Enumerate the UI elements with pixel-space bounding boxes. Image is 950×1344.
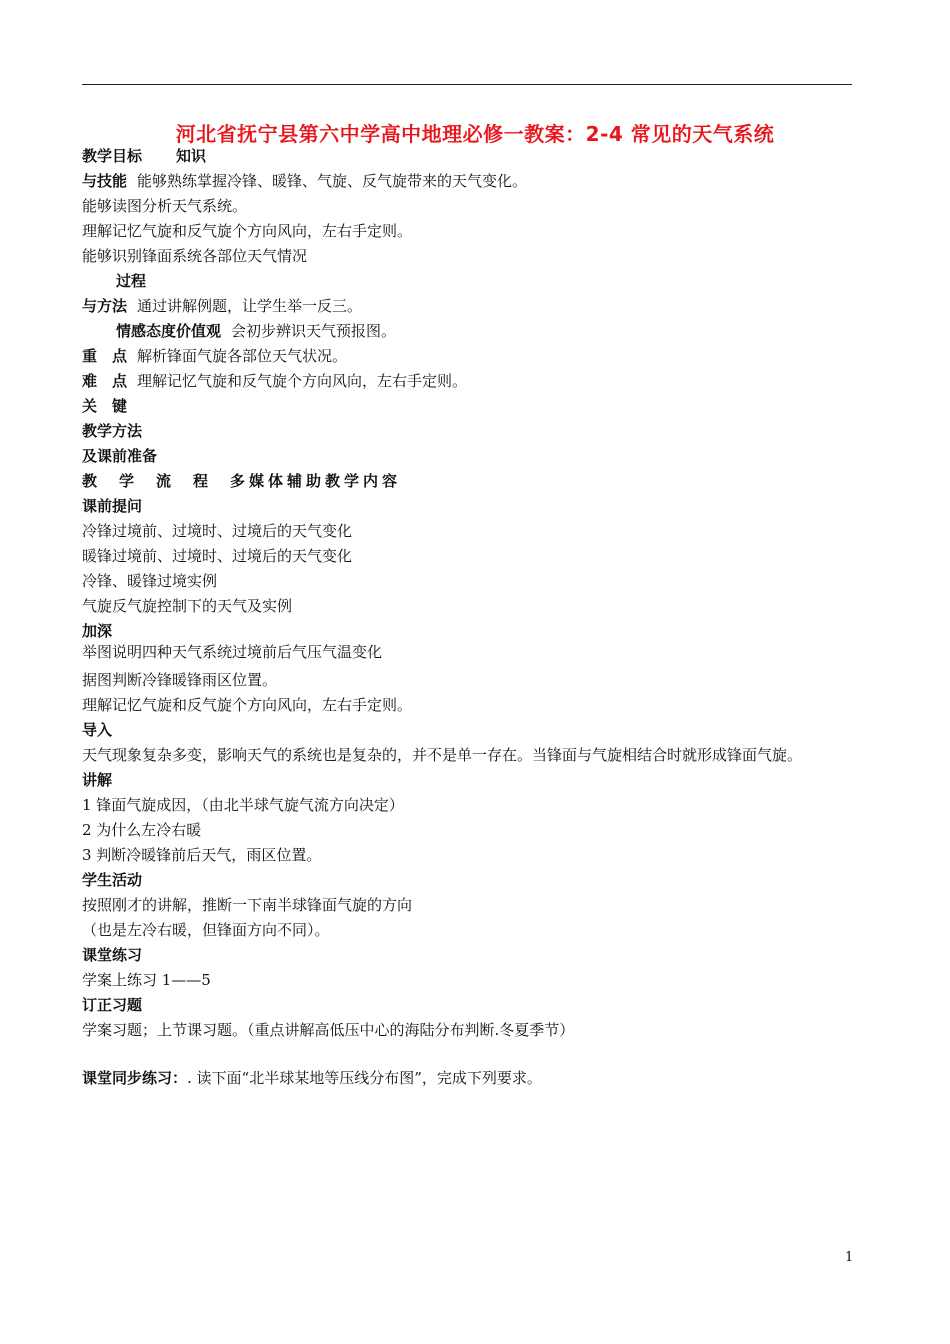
sync-text: . 读下面“北半球某地等压线分布图”，完成下列要求。	[187, 1069, 542, 1087]
knowledge-text-3: 理解记忆气旋和反气旋个方向风向，左右手定则。	[82, 222, 413, 240]
correction-text: 学案习题；上节课习题。（重点讲解高低压中心的海陆分布判断.冬夏季节）	[82, 1021, 575, 1039]
knowledge-text-2: 能够读图分析天气系统。	[82, 197, 248, 215]
deepen-item: 理解记忆气旋和反气旋个方向风向，左右手定则。	[82, 696, 413, 714]
knowledge-text-1: 能够熟练掌握冷锋、暖锋、气旋、反气旋带来的天气变化。	[137, 172, 528, 190]
knowledge-label-2: 与技能	[82, 172, 128, 190]
page-number: 1	[845, 1250, 854, 1265]
crucial-label: 关 键	[82, 397, 128, 415]
lecture-item: 2 为什么左冷右暖	[82, 821, 202, 839]
difficult-label: 难 点	[82, 372, 128, 390]
knowledge-text-4: 能够识别锋面系统各部位天气情况	[82, 247, 308, 265]
intro-text: 天气现象复杂多变，影响天气的系统也是复杂的，并不是单一存在。当锋面与气旋相结合时就形成锋面气旋。	[82, 746, 803, 764]
practice-text: 学案上练习 1——5	[82, 971, 211, 989]
deepen-item: 举图说明四种天气系统过境前后气压气温变化	[82, 643, 383, 661]
practice-label: 课堂练习	[82, 946, 143, 964]
sync-row	[82, 1068, 542, 1088]
preview-item: 气旋反气旋控制下的天气及实例	[82, 597, 293, 615]
header-rule	[82, 84, 852, 85]
sync-label: 课堂同步练习：	[82, 1069, 188, 1087]
key-row	[82, 346, 347, 366]
process-row	[82, 296, 362, 316]
process-label-2: 与方法	[82, 297, 128, 315]
lecture-label: 讲解	[82, 771, 113, 789]
activity-item: 按照刚才的讲解，推断一下南半球锋面气旋的方向	[82, 896, 413, 914]
emotion-label: 情感态度价值观	[116, 322, 222, 340]
difficult-row	[82, 371, 467, 391]
preview-item: 冷锋、暖锋过境实例	[82, 572, 218, 590]
deepen-item: 据图判断冷锋暖锋雨区位置。	[82, 671, 278, 689]
method-label: 教学方法	[82, 422, 143, 440]
method-label-2: 及课前准备	[82, 447, 158, 465]
preview-item: 暖锋过境前、过境时、过境后的天气变化	[82, 547, 353, 565]
knowledge-label: 知识	[176, 147, 207, 165]
flow-label: 教学流程	[82, 472, 231, 490]
intro-label: 导入	[82, 721, 113, 739]
process-text: 通过讲解例题，让学生举一反三。	[137, 297, 363, 315]
objectives-label: 教学目标	[82, 147, 143, 165]
preview-label: 课前提问	[82, 497, 143, 515]
process-label: 过程	[116, 272, 147, 290]
difficult-text: 理解记忆气旋和反气旋个方向风向，左右手定则。	[137, 372, 468, 390]
knowledge-row	[82, 171, 527, 191]
objectives-row	[82, 146, 206, 166]
flow-row	[82, 471, 401, 491]
activity-label: 学生活动	[82, 871, 143, 889]
preview-item: 冷锋过境前、过境时、过境后的天气变化	[82, 522, 353, 540]
deepen-label: 加深	[82, 622, 113, 640]
emotion-row	[116, 321, 396, 341]
document-title: 河北省抚宁县第六中学高中地理必修一教案：2-4 常见的天气系统	[175, 122, 775, 146]
flow-label-2: 多媒体辅助教学内容	[230, 472, 402, 490]
emotion-text: 会初步辨识天气预报图。	[231, 322, 397, 340]
lecture-item: 1 锋面气旋成因，（由北半球气旋气流方向决定）	[82, 796, 404, 814]
key-label: 重 点	[82, 347, 128, 365]
activity-item: （也是左冷右暖，但锋面方向不同）。	[82, 921, 330, 939]
key-text: 解析锋面气旋各部位天气状况。	[137, 347, 348, 365]
correction-label: 订正习题	[82, 996, 143, 1014]
lecture-item: 3 判断冷暖锋前后天气，雨区位置。	[82, 846, 322, 864]
